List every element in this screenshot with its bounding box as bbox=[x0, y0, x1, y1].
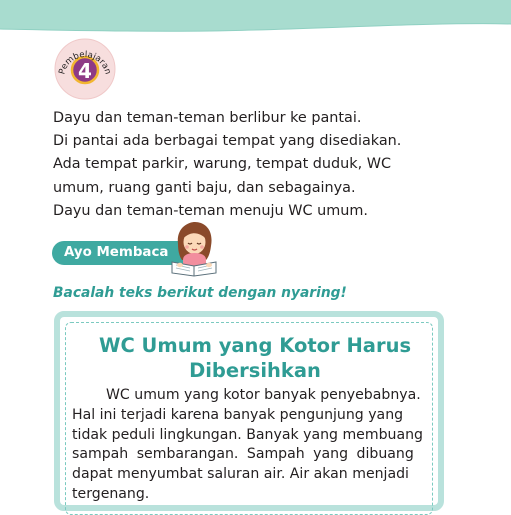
intro-line: Dayu dan teman-teman berlibur ke pantai. bbox=[53, 110, 362, 126]
intro-line: Dayu dan teman-teman menuju WC umum. bbox=[53, 202, 368, 219]
girl-reading-book-icon bbox=[168, 220, 220, 276]
story-line: dapat menyumbat saluran air. Air akan menjadi bbox=[72, 466, 409, 483]
story-line: tidak peduli lingkungan. Banyak yang membuang bbox=[72, 426, 423, 443]
story-line: WC umum yang kotor banyak penyebabnya. bbox=[106, 387, 421, 403]
story-body bbox=[72, 386, 437, 505]
story-line: sampah sembarangan. Sampah yang dibuang bbox=[72, 446, 414, 463]
story-inner-border bbox=[65, 322, 433, 515]
story-box bbox=[54, 311, 444, 511]
story-title-line: Dibersihkan bbox=[189, 358, 321, 382]
story-title-line: WC Umum yang Kotor Harus bbox=[98, 334, 412, 357]
intro-paragraph bbox=[53, 107, 453, 223]
lesson-badge-label: Pembelajaran bbox=[57, 49, 113, 76]
story-line: Hal ini terjadi karena banyak pengunjung yang bbox=[72, 406, 404, 423]
story-line: tergenang. bbox=[72, 485, 150, 502]
intro-line: Di pantai ada berbagai tempat yang disediakan. bbox=[53, 133, 402, 150]
reading-instruction: Bacalah teks berikut dengan nyaring! bbox=[53, 285, 347, 301]
lesson-number: 4 bbox=[78, 59, 92, 83]
intro-line: Ada tempat parkir, warung, tempat duduk, WC bbox=[53, 156, 392, 173]
story-title bbox=[66, 334, 444, 383]
top-wave-band bbox=[0, 0, 511, 34]
section-label-ayo-membaca: Ayo Membaca bbox=[52, 241, 184, 265]
intro-line: umum, ruang ganti baju, dan sebagainya. bbox=[53, 179, 356, 196]
lesson-badge bbox=[54, 38, 116, 100]
